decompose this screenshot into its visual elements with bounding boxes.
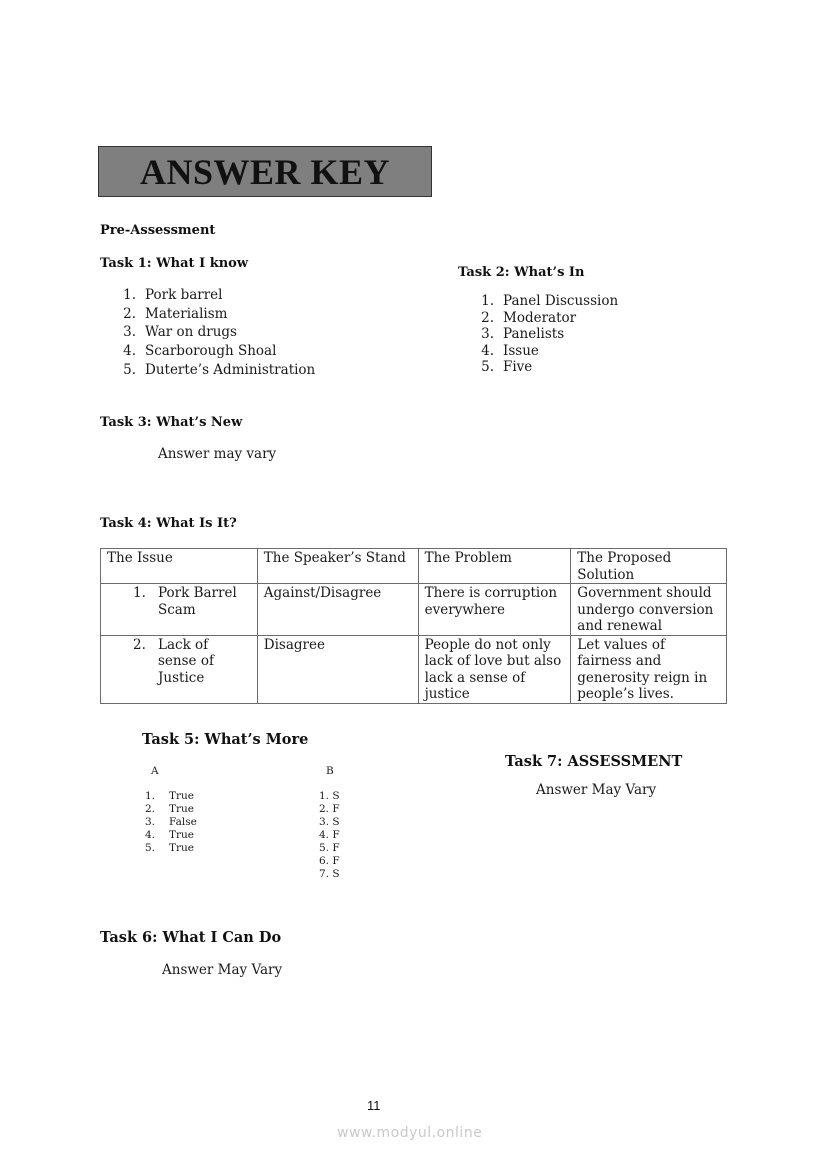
list-item: 5. Duterte’s Administration: [123, 361, 316, 378]
issue-cell: 1. Pork Barrel Scam: [133, 585, 237, 618]
stand-cell: Disagree: [257, 635, 418, 703]
list-item: 4. Scarborough Shoal: [123, 343, 277, 360]
list-item: 3. War on drugs: [123, 324, 237, 341]
page-number: 11: [367, 1098, 381, 1113]
task6-answer: Answer May Vary: [162, 962, 283, 978]
list-item: 7. S: [319, 868, 340, 880]
list-item: 2. Moderator: [481, 309, 577, 326]
list-item: 2. F: [319, 803, 340, 815]
list-item: 1. Pork barrel: [123, 287, 223, 303]
table-header-row: [101, 549, 727, 584]
list-item: 2. True: [145, 803, 194, 815]
task5-col-b-label: B: [326, 765, 334, 777]
list-item: 5. F: [319, 842, 340, 854]
task2-list: [468, 293, 618, 376]
task1-list: [110, 286, 315, 380]
header-issue: The Issue: [101, 549, 258, 584]
problem-cell: People do not only lack of love but also lack a sense of justice: [418, 635, 571, 703]
list-item: 3. S: [319, 816, 340, 828]
list-item: 5. True: [145, 842, 194, 854]
task2-heading: Task 2: What’s In: [458, 265, 585, 280]
task5-col-a-list: [145, 790, 197, 855]
table-row: [101, 584, 727, 636]
list-item: 1. Panel Discussion: [481, 293, 619, 309]
solution-cell: Let values of fairness and generosity reign in people’s lives.: [571, 635, 727, 703]
task7-answer: Answer May Vary: [536, 782, 657, 798]
list-item: 4. F: [319, 829, 340, 841]
task5-col-a-label: A: [151, 765, 159, 777]
problem-cell: There is corruption everywhere: [418, 584, 571, 636]
header-problem: The Problem: [418, 549, 571, 584]
task7-heading: Task 7: ASSESSMENT: [505, 753, 683, 770]
task3-answer: Answer may vary: [158, 446, 277, 462]
header-stand: The Speaker’s Stand: [257, 549, 418, 584]
list-item: 1. True: [145, 790, 194, 802]
watermark: www.modyul.online: [337, 1125, 483, 1141]
issue-cell: 2. Lack of sense of Justice: [133, 636, 214, 686]
task1-heading: Task 1: What I know: [100, 256, 249, 271]
list-item: 4. True: [145, 829, 194, 841]
list-item: 5. Five: [481, 359, 533, 375]
task3-heading: Task 3: What’s New: [100, 415, 243, 430]
page-title: ANSWER KEY: [139, 151, 391, 192]
task5-col-b-list: [319, 790, 340, 881]
task5-heading: Task 5: What’s More: [142, 731, 309, 748]
list-item: 3. False: [145, 816, 197, 828]
answer-key-banner: [98, 146, 432, 197]
list-item: 6. F: [319, 855, 340, 867]
table-row: [101, 635, 727, 703]
task4-table: [100, 548, 727, 704]
solution-cell: Government should undergo conversion and renewal: [571, 584, 727, 636]
task6-heading: Task 6: What I Can Do: [100, 929, 282, 946]
list-item: 1. S: [319, 790, 340, 802]
task4-heading: Task 4: What Is It?: [100, 516, 237, 531]
list-item: 2. Materialism: [123, 305, 228, 322]
list-item: 4. Issue: [481, 342, 539, 359]
stand-cell: Against/Disagree: [257, 584, 418, 636]
list-item: 3. Panelists: [481, 326, 565, 342]
pre-assessment-heading: Pre-Assessment: [100, 223, 216, 238]
header-solution: The Proposed Solution: [571, 549, 727, 584]
